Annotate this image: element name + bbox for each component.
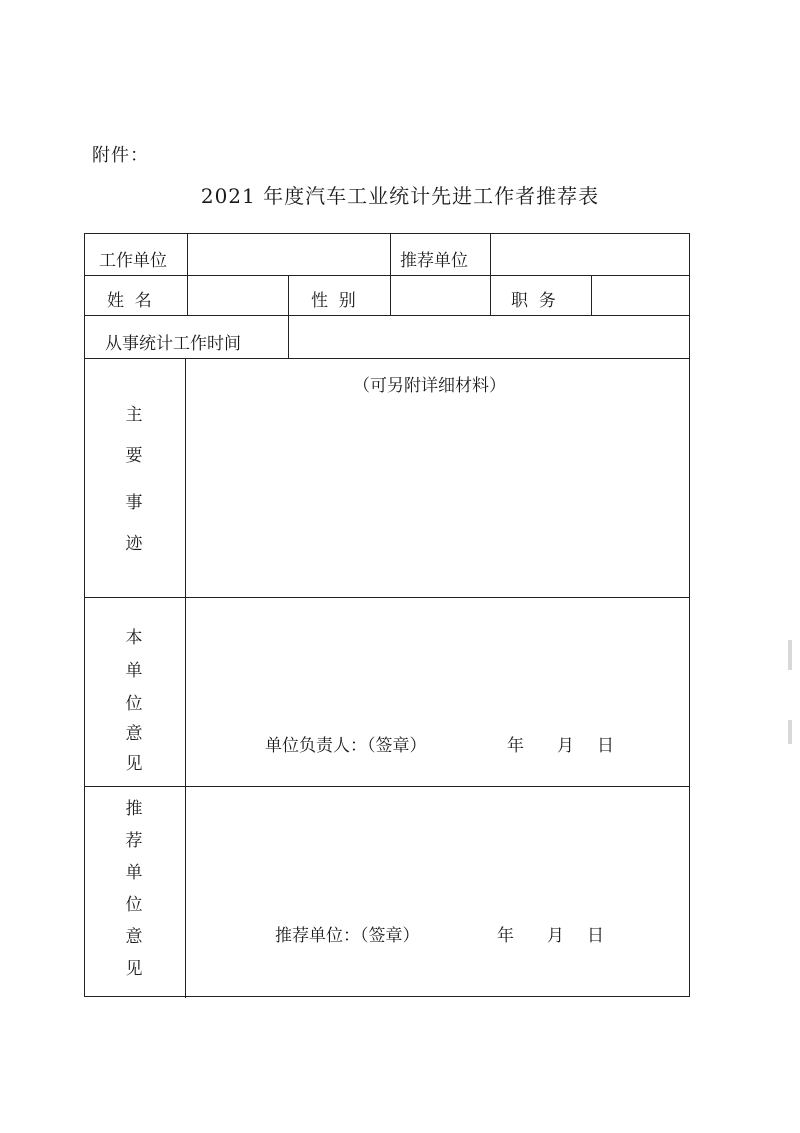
- recommend-opinion-label-char: 推: [125, 799, 143, 819]
- col-divider: [288, 315, 289, 358]
- unit-opinion-label-char: 单: [125, 661, 143, 681]
- col-divider: [591, 275, 592, 315]
- row-divider: [85, 786, 689, 787]
- deeds-label-char: 事: [125, 493, 143, 513]
- work-time-label: 从事统计工作时间: [105, 334, 241, 354]
- recommend-opinion-label-char: 位: [125, 895, 143, 915]
- col-divider: [187, 234, 188, 275]
- col-divider: [185, 358, 186, 998]
- recommend-opinion-label-char: 见: [125, 959, 143, 979]
- recommendation-table: [84, 233, 690, 997]
- unit-day-label: 日: [597, 736, 614, 756]
- col-divider: [490, 234, 491, 275]
- row-divider: [85, 315, 689, 316]
- recommend-unit-label: 推荐单位: [400, 251, 468, 271]
- recommend-opinion-label-char: 荐: [125, 831, 143, 851]
- name-label: 姓 名: [107, 291, 152, 311]
- row-divider: [85, 358, 689, 359]
- scan-edge-mark: [788, 640, 792, 670]
- unit-opinion-label-char: 本: [125, 628, 143, 648]
- col-divider: [390, 275, 391, 315]
- recommend-signature-label: 推荐单位：（签章）: [275, 926, 420, 946]
- recommend-month-label: 月: [547, 926, 564, 946]
- unit-opinion-label-char: 位: [125, 694, 143, 714]
- row-divider: [85, 275, 689, 276]
- recommend-year-label: 年: [497, 926, 514, 946]
- unit-opinion-label-char: 意: [125, 724, 143, 744]
- deeds-label: [119, 400, 149, 570]
- unit-opinion-label: [119, 623, 149, 779]
- unit-year-label: 年: [507, 736, 524, 756]
- attachment-label: 附件：: [92, 145, 149, 166]
- col-divider: [490, 275, 491, 315]
- deeds-label-char: 要: [125, 446, 143, 466]
- col-divider: [288, 275, 289, 315]
- col-divider: [390, 234, 391, 275]
- row-divider: [85, 597, 689, 598]
- unit-opinion-label-char: 见: [125, 754, 143, 774]
- work-unit-label: 工作单位: [99, 251, 167, 271]
- gender-label: 性 别: [311, 291, 356, 311]
- recommend-opinion-label-char: 单: [125, 863, 143, 883]
- form-title: 2021 年度汽车工业统计先进工作者推荐表: [200, 184, 600, 208]
- unit-month-label: 月: [557, 736, 574, 756]
- deeds-note: （可另附详细材料）: [353, 376, 506, 396]
- unit-signature-label: 单位负责人：（签章）: [265, 736, 427, 756]
- recommend-opinion-label-char: 意: [125, 927, 143, 947]
- deeds-label-char: 迹: [125, 534, 143, 554]
- recommend-opinion-label: [119, 794, 149, 986]
- deeds-label-char: 主: [125, 405, 143, 425]
- recommend-day-label: 日: [587, 926, 604, 946]
- col-divider: [187, 275, 188, 315]
- scan-edge-mark: [788, 720, 792, 744]
- position-label: 职 务: [511, 291, 556, 311]
